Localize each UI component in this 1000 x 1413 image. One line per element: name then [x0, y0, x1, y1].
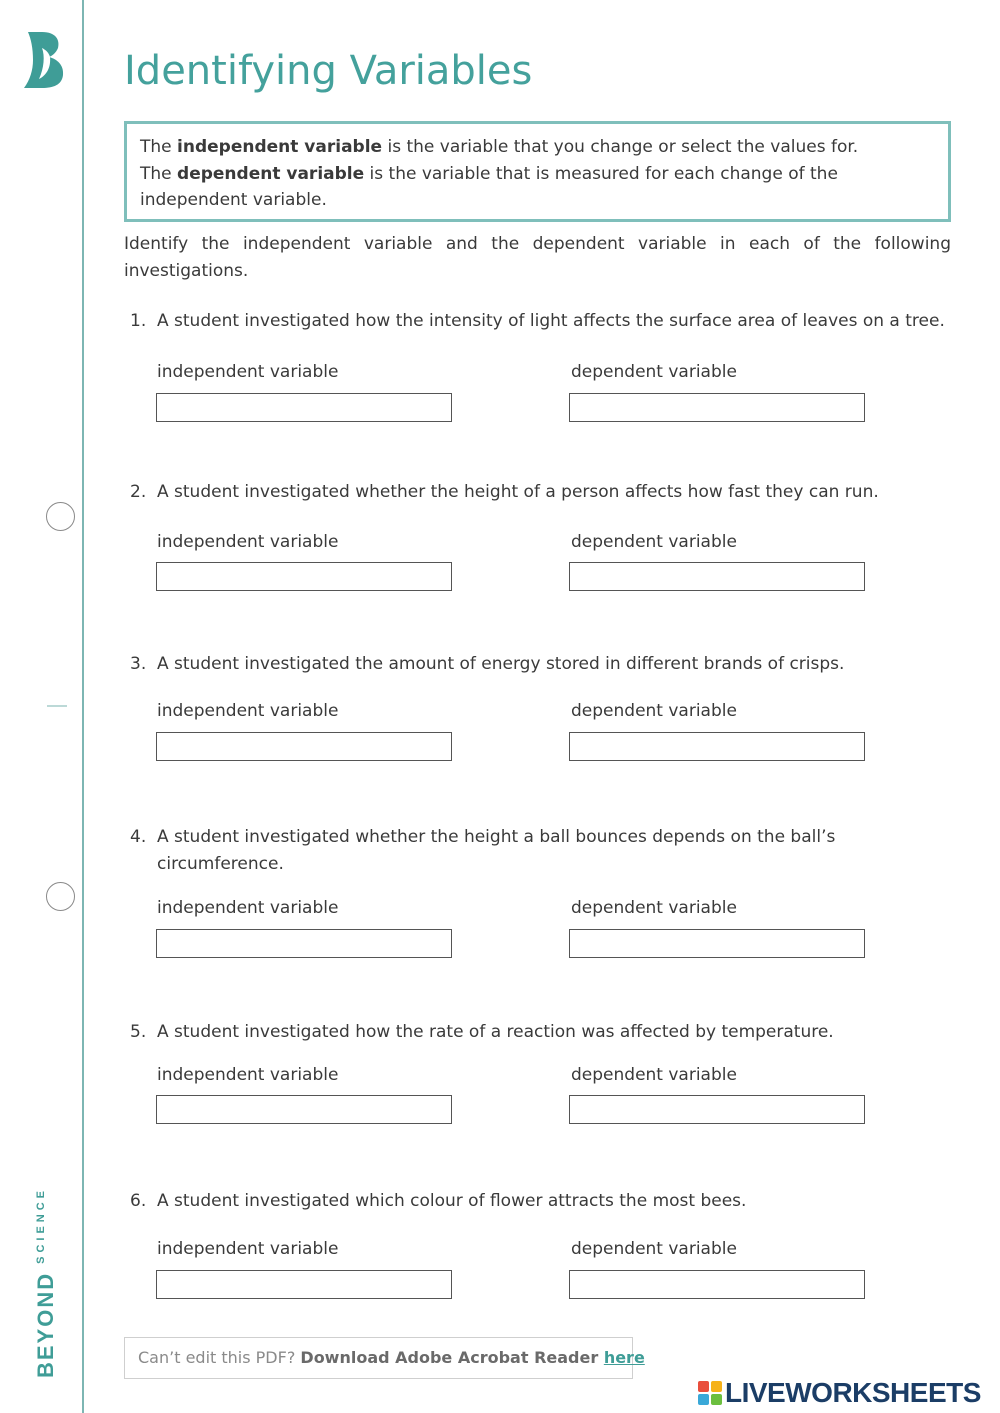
- question-2: [130, 479, 960, 506]
- q5-dependent-answer[interactable]: [569, 1095, 865, 1124]
- page-title: Identifying Variables: [124, 48, 533, 94]
- definition-dependent: The dependent variable is the variable that is measured for each change of the independent variable.: [140, 163, 838, 210]
- question-number: 6.: [130, 1191, 147, 1211]
- independent-label: independent variable: [157, 1239, 339, 1259]
- beyond-logo-icon: [22, 30, 66, 90]
- liveworksheets-watermark: [698, 1378, 981, 1408]
- footer-bold: Download Adobe Acrobat Reader: [300, 1348, 604, 1367]
- question-number: 2.: [130, 482, 147, 502]
- q3-dependent-answer[interactable]: [569, 732, 865, 761]
- punch-hole-top: [46, 502, 75, 531]
- instructions: Identify the independent variable and the dependent variable in each of the following investigations.: [124, 234, 951, 281]
- independent-label: independent variable: [157, 1065, 339, 1085]
- definition-independent: The independent variable is the variable that you change or select the values for.: [140, 137, 859, 157]
- brand-vertical: [33, 1187, 59, 1378]
- q4-dependent-answer[interactable]: [569, 929, 865, 958]
- question-6: [130, 1188, 960, 1215]
- dependent-label: dependent variable: [571, 532, 737, 552]
- question-number: 1.: [130, 311, 147, 331]
- q6-dependent-answer[interactable]: [569, 1270, 865, 1299]
- question-text: A student investigated how the intensity of light affects the surface area of leaves on a tree.: [157, 311, 945, 331]
- question-text: A student investigated how the rate of a reaction was affected by temperature.: [157, 1022, 834, 1042]
- brand-main: BEYOND: [33, 1271, 58, 1378]
- dependent-label: dependent variable: [571, 1065, 737, 1085]
- independent-label: independent variable: [157, 898, 339, 918]
- question-number: 5.: [130, 1022, 147, 1042]
- question-text: A student investigated whether the height of a person affects how fast they can run.: [157, 482, 879, 502]
- dependent-label: dependent variable: [571, 701, 737, 721]
- fold-mark: [47, 705, 67, 707]
- q3-independent-answer[interactable]: [156, 732, 452, 761]
- independent-label: independent variable: [157, 532, 339, 552]
- margin-line: [82, 0, 84, 1413]
- question-text: A student investigated whether the height a ball bounces depends on the ball’s circumference.: [157, 827, 836, 874]
- question-3: [130, 651, 960, 678]
- q1-independent-answer[interactable]: [156, 393, 452, 422]
- acrobat-notice: [124, 1337, 645, 1379]
- q2-dependent-answer[interactable]: [569, 562, 865, 591]
- question-4: [130, 824, 890, 878]
- q2-independent-answer[interactable]: [156, 562, 452, 591]
- q5-independent-answer[interactable]: [156, 1095, 452, 1124]
- brand-sub: SCIENCE: [35, 1186, 47, 1264]
- independent-label: independent variable: [157, 362, 339, 382]
- q1-dependent-answer[interactable]: [569, 393, 865, 422]
- question-number: 4.: [130, 827, 147, 847]
- dependent-label: dependent variable: [571, 1239, 737, 1259]
- question-1: [130, 308, 960, 335]
- independent-label: independent variable: [157, 701, 339, 721]
- term-independent: independent variable: [177, 137, 383, 157]
- question-text: A student investigated which colour of flower attracts the most bees.: [157, 1191, 747, 1211]
- definition-box: [124, 121, 951, 222]
- q4-independent-answer[interactable]: [156, 929, 452, 958]
- dependent-label: dependent variable: [571, 362, 737, 382]
- download-link[interactable]: here: [603, 1348, 645, 1367]
- dependent-label: dependent variable: [571, 898, 737, 918]
- term-dependent: dependent variable: [177, 163, 365, 184]
- q6-independent-answer[interactable]: [156, 1270, 452, 1299]
- liveworksheets-logo-icon: [698, 1381, 722, 1405]
- question-5: [130, 1019, 960, 1046]
- footer-prefix: Can’t edit this PDF?: [138, 1348, 301, 1367]
- watermark-text: LIVEWORKSHEETS: [725, 1377, 981, 1408]
- question-text: A student investigated the amount of energy stored in different brands of crisps.: [157, 654, 845, 674]
- punch-hole-bottom: [46, 882, 75, 911]
- question-number: 3.: [130, 654, 147, 674]
